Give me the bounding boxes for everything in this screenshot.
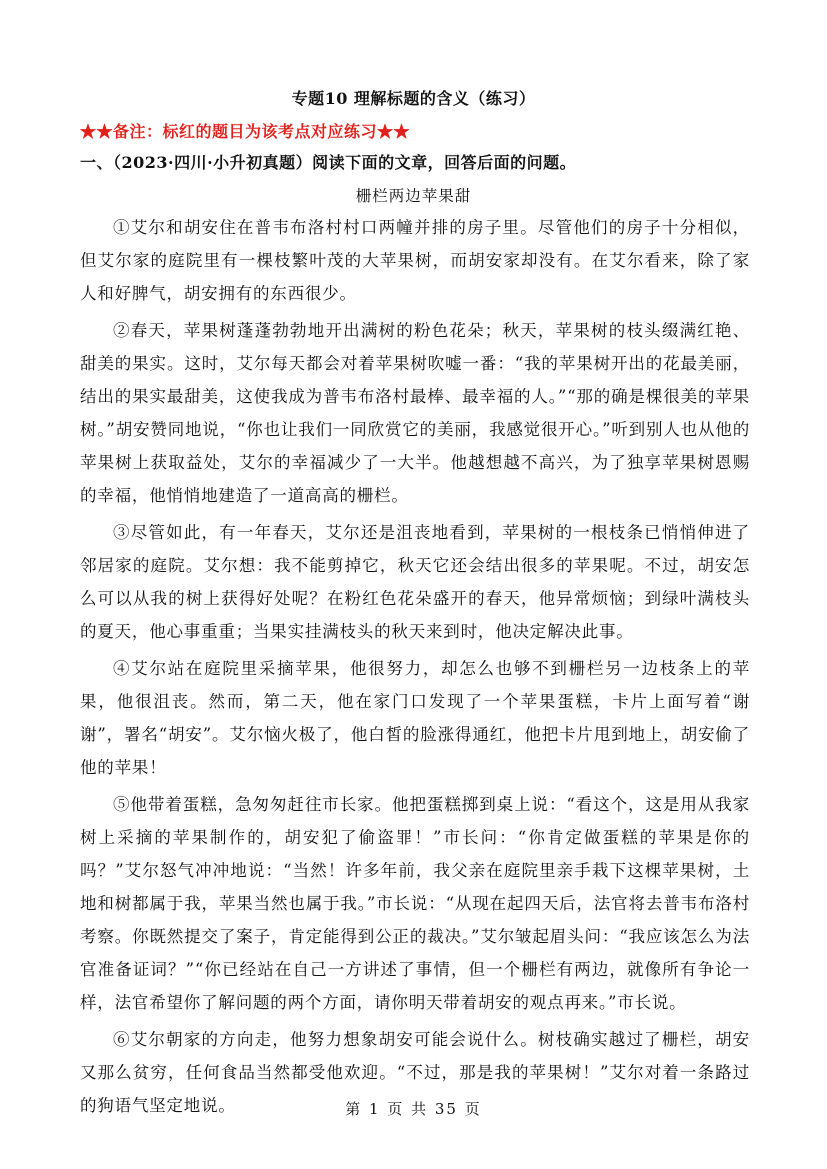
page-title: 专题10 理解标题的含义（练习） <box>291 89 536 108</box>
question-heading: 一、（2023·四川·小升初真题）阅读下面的文章，回答后面的问题。 <box>80 153 577 172</box>
essay-body <box>80 211 750 1126</box>
essay-title: 栅栏两边苹果甜 <box>355 187 472 205</box>
paragraph-6: ⑥艾尔朝家的方向走，他努力想象胡安可能会说什么。树枝确实越过了栅栏，胡安又那么贫穷，任何食品当然都受他欢迎。“不过，那是我的苹果树！”艾尔对着一条路过的狗语气坚定地说。 <box>80 1030 750 1115</box>
red-note: ★★备注：标红的题目为该考点对应练习★★ <box>80 122 411 141</box>
paragraph-1: ①艾尔和胡安住在普韦布洛村村口两幢并排的房子里。尽管他们的房子十分相似，但艾尔家的庭院里有一棵枝繁叶茂的大苹果树，而胡安家却没有。在艾尔看来，除了家人和好脾气，胡安拥有的东西很少。 <box>80 218 750 303</box>
page-footer: 第 1 页 共 35 页 <box>345 1100 482 1118</box>
paragraph-3: ③尽管如此，有一年春天，艾尔还是沮丧地看到，苹果树的一根枝条已悄悄伸进了邻居家的庭院。艾尔想：我不能剪掉它，秋天它还会结出很多的苹果呢。不过，胡安怎么可以从我的树上获得好处呢？在粉红色花朵盛开的春天，他异常烦恼；到绿叶满枝头的夏天，他心事重重；当果实挂满枝头的秋天来到时，他决定解决此事。 <box>80 523 750 641</box>
paragraph-2: ②春天，苹果树蓬蓬勃勃地开出满树的粉色花朵；秋天，苹果树的枝头缀满红艳、甜美的果实。这时，艾尔每天都会对着苹果树吹嘘一番：“我的苹果树开出的花最美丽，结出的果实最甜美，这使我成为普韦布洛村最棒、最幸福的人。”“那的确是棵很美的苹果树。”胡安赞同地说，“你也让我们一同欣赏它的美丽，我感觉很开心。”听到别人也从他的苹果树上获取益处，艾尔的幸福减少了一大半。他越想越不高兴，为了独享苹果树恩赐的幸福，他悄悄地建造了一道高高的栅栏。 <box>80 321 750 505</box>
paragraph-5: ⑤他带着蛋糕，急匆匆赶往市长家。他把蛋糕掷到桌上说：“看这个，这是用从我家树上采摘的苹果制作的，胡安犯了偷盗罪！”市长问：“你肯定做蛋糕的苹果是你的吗？”艾尔怒气冲冲地说：“当然！许多年前，我父亲在庭院里亲手栽下这棵苹果树，土地和树都属于我，苹果当然也属于我。”市长说：“从现在起四天后，法官将去普韦布洛村考察。你既然提交了案子，肯定能得到公正的裁决。”艾尔皱起眉头问：“我应该怎么为法官准备证词？”“你已经站在自己一方讲述了事情，但一个栅栏有两边，就像所有争论一样，法官希望你了解问题的两个方面，请你明天带着胡安的观点再来。”市长说。 <box>80 795 750 1012</box>
paragraph-4: ④艾尔站在庭院里采摘苹果，他很努力，却怎么也够不到栅栏另一边枝条上的苹果，他很沮丧。然而，第二天，他在家门口发现了一个苹果蛋糕，卡片上面写着“谢谢”，署名“胡安”。艾尔恼火极了，他白皙的脸涨得通红，他把卡片甩到地上，胡安偷了他的苹果！ <box>80 659 750 777</box>
